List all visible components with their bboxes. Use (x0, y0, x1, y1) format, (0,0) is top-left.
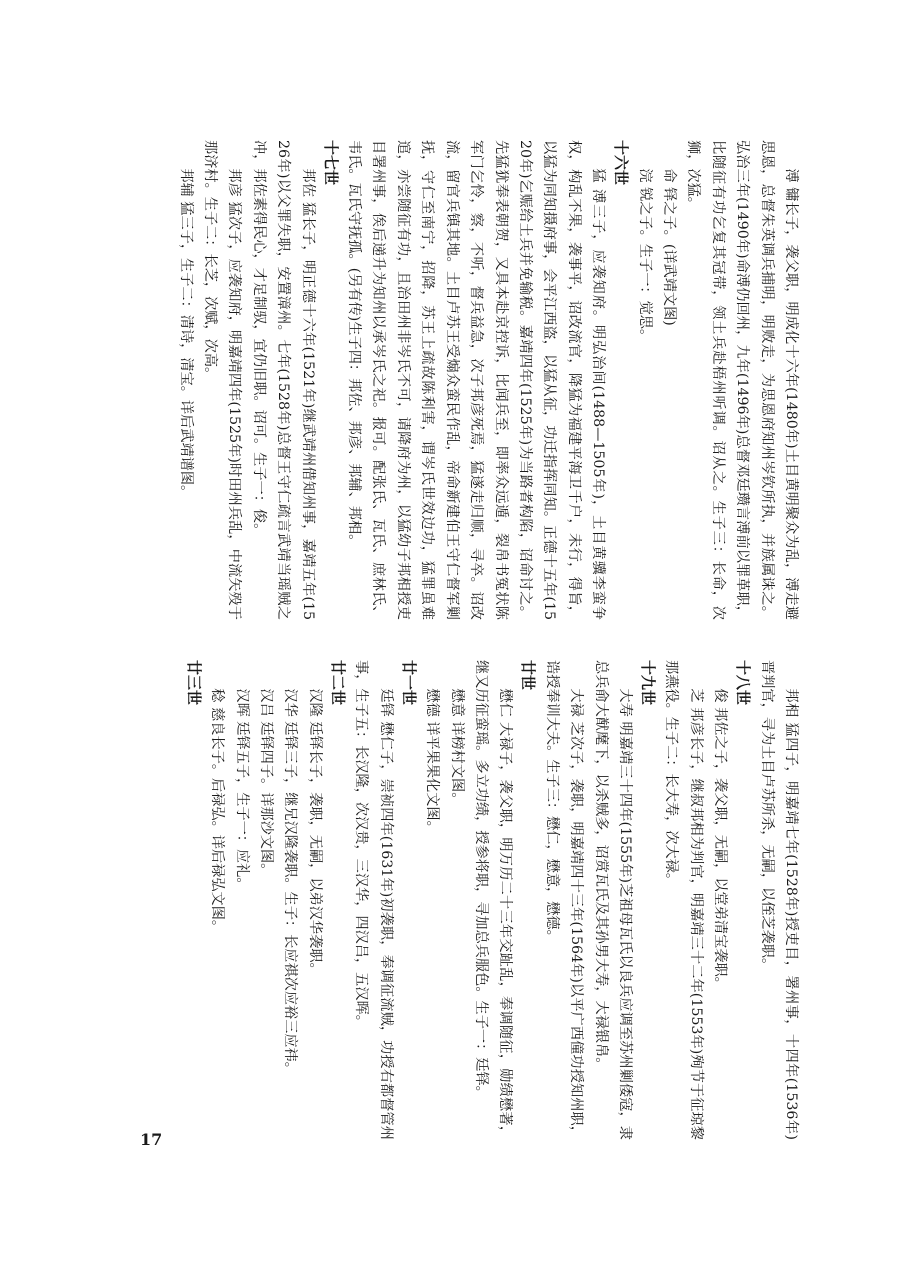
genealogy-paragraph: 俊 邦佐之子，袭父职，无嗣，以堂弟清宝袭职。 (711, 688, 728, 991)
generation-heading: 廿一世 (399, 660, 418, 706)
genealogy-paragraph: 汉华 廷铎三子，继兄汉隆袭职。生子：长应祺次应裕三应祎。 (282, 688, 298, 1076)
page-number: 17 (140, 1130, 163, 1149)
genealogy-paragraph: 汉吕 廷铎四子。详那沙文图。 (257, 688, 274, 878)
genealogy-paragraph: 浣 锐之子。生子一：觉思。 (636, 168, 653, 344)
genealogy-paragraph: 邦辅 猛三子，生子二：清诗，清宝。详后武靖谱图。 (177, 168, 194, 500)
genealogy-paragraph: 大禄 芝次子，袭职，明嘉靖四十三年(1564年)以平广西僮功授知州职，诰授奉训大夫。生子三：懋仁，懋意，懋德。 (543, 660, 584, 1140)
genealogy-paragraph: 懋仁 大禄子，袭父职，明万历二十三年交趾乱，奉调随征，勋绩懋著，继又历征蛮瑶。多立功绩，授参将职，寻加总兵服色。生子一：廷铎。 (472, 660, 513, 1140)
genealogy-paragraph: 溥 镛长子，袭父职，明成化十六年(1480年)土目黄明聚众为乱，溥走避思恩，总督朱英调兵捕明，明败走，为思恩府知州岑钦所执，并族属诛之。弘治三年(1490年)命溥仍回州，九年(1496年)总督邓廷瓒言溥前以罪革职，比随征有功乞复其冠带，领土兵赴梧州听调。诏从之。生子三：长命，次狮，次猛。 (684, 140, 799, 620)
generation-heading: 十八世 (733, 660, 752, 706)
genealogy-paragraph: 汉晖 廷铎五子，生子一：应礼。 (233, 688, 250, 892)
genealogy-paragraph: 邦佐 猛长子，明正德十六年(1521年)继武靖州借知州事，嘉靖五年(1526年)以父罪失职，安置漳州。七年(1528年)总督王守仁疏言武靖当瑶贼之冲，邦佐素得民心，才足制驭，宜仍旧职。诏可。生子一：俊。 (250, 140, 316, 620)
generation-heading: 十六世 (611, 140, 630, 186)
generation-heading: 廿二世 (328, 660, 347, 706)
genealogy-paragraph: 邦相 猛四子，明嘉靖七年(1528年)授吏目，署州事，十四年(1536年)晋判官，寻为土目卢苏所杀，无嗣，以侄芝袭职。 (758, 660, 799, 1140)
left-text-column (103, 140, 803, 620)
genealogy-paragraph: 廷铎 懋仁子，崇祯四年(1631年)初袭职，奉调征流贼，功授右都督管州事，生子五：长汉隆，次汉贵，三汉华，四汉吕，五汉晖。 (352, 660, 394, 1140)
genealogy-paragraph: 芝 邦彦长子，继叔邦相为判官，明嘉靖三十二年(1553年)殉节于征琼黎那燕役。生子二：长大寿，次大禄。 (662, 660, 704, 1140)
generation-heading: 廿三世 (184, 660, 203, 706)
genealogy-paragraph: 懋意 详榜村文图。 (448, 688, 465, 807)
genealogy-paragraph: 邦彦 猛次子，应袭知府，明嘉靖四年(1525年)时田州兵乱，中流矢殁于那济村。生子二：长芝，次赋，次高。 (201, 140, 242, 620)
genealogy-paragraph: 大寿 明嘉靖三十四年(1555年)芝祖母瓦氏以良兵应调至苏州剿倭寇，隶总兵俞大猷麾下，以杀贼多，诏赏瓦氏及其孙男大寿，大禄银帛。 (592, 660, 633, 1140)
generation-heading: 十七世 (321, 140, 340, 186)
rotated-page-content (103, 140, 803, 1140)
genealogy-paragraph: 懋德 详平果果化文图。 (423, 688, 440, 835)
generation-heading: 廿世 (518, 660, 537, 691)
right-text-column (103, 660, 803, 1140)
generation-heading: 十九世 (638, 660, 657, 706)
genealogy-paragraph: 汉隆 廷铎长子，袭职，无嗣，以弟汉华袭职。 (306, 688, 323, 977)
genealogy-paragraph: 稔 慈良长子。后禄弘。详后禄弘文图。 (208, 688, 225, 935)
genealogy-paragraph: 命 铎之子。(详武靖文图) (660, 168, 677, 326)
genealogy-paragraph: 猛 溥三子，应袭知府。明弘治间(1488—1505年)，土目黄骥李蛮争权，构乱不果，袭事平，诏改流官，降猛为福建平海卫千户，未行，得旨，以猛为同知摄府事，会平江西盗，以猛从征，功迁指挥同知。正德十五年(1520年)乞赈给土兵并免输税。嘉靖四年(1525年)为当路者构陷，诏命讨之。先猛犹奉表朝贺，又具本赴京控诉，比闻兵至，即率众远遁，裂帛书冤状陈军门乞怜，察，不听，督兵益急，次子邦彦死焉，猛遂走归顺，寻卒。诏改流，留官兵镇其地。土目卢苏王受煽众蛮民作乱，帝命新建伯王守仁督军剿抚，守仁至南宁，招降，苏王上疏故陈利害，谓岑氏世效边功，猛罪虽难逭，亦尝随征有功，且治田州非岑氏不可，请降府为州，以猛幼子邦相授吏目署州事，俟后递升为知州以承岑氏之祀。报可。配张氏、瓦氏、庶林氏、韦氏。瓦氏守抚孤。(另有传)生子四：邦佐、邦彦、邦辅、邦相。 (345, 140, 606, 620)
